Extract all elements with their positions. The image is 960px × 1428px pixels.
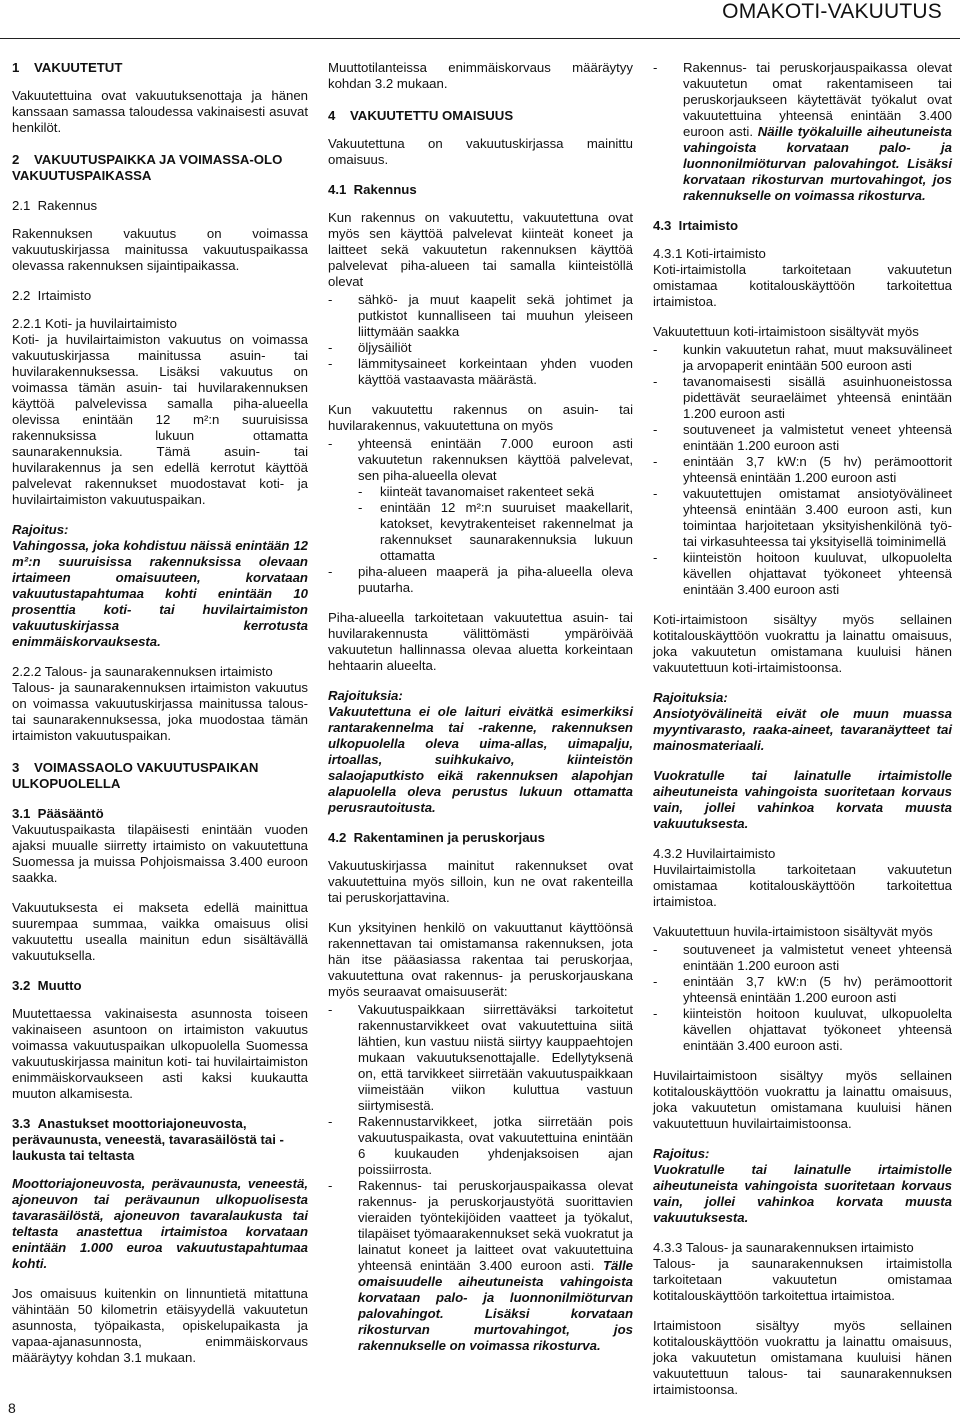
list-item-text: Rakennus- tai peruskorjauspaikassa olevat rakennus- ja peruskorjaustyötä suorittavien vieraiden työntekijöiden vaatteet ja työkalut, tilapäiset työmaarakennukset sekä vuokratut ja lainatut koneet ja laitteet ovat vakuutettuina yhteensä enintään 3.400 euroon asti.: [358, 1178, 633, 1273]
list-item-text: Vakuutuspaikkaan siirrettäväksi tarkoitetut rakennustarvikkeet ovat vakuutettuina siitä lähtien, kun vastuu niistä siirtyy kauppaehtojen mukaan vakuutuksenottajalle. Edellytyksenä on, että tarvikkeet siirretään vakuutuspaikkaan viimeistään viikon kuluttua vastuun siirtymisestä.: [358, 1002, 633, 1113]
header-divider: [0, 38, 960, 39]
list-item: [653, 974, 952, 1006]
list-item: [653, 550, 952, 598]
subsection-heading: 2.2 Irtaimisto: [12, 288, 92, 303]
subsection-heading: 3.2 Muutto: [12, 978, 82, 993]
bullet-list: [653, 60, 952, 204]
paragraph: Vakuutuspaikasta tilapäisesti enintään vuoden ajaksi muualle siirretty irtaimisto on vakuutettuna Suomessa ja muissa Pohjoismaissa 3.400 euroon saakka.: [12, 822, 308, 885]
list-item-text: soutuveneet ja valmistetut veneet yhteensä enintään 1.200 euroon asti: [683, 422, 952, 453]
column-right: [653, 60, 952, 1398]
paragraph: Muutettaessa vakinaisesta asunnosta toiseen vakinaiseen asuntoon on irtaimiston vakuutus voimassa vakuutuspaikan ulkopuolella Suomessa vakuutuskirjassa mainitun koti- tai huvilairtaimiston enimmäiskorvaukseen asti kaksi kuukautta muuton alkamisesta.: [12, 1006, 308, 1101]
paragraph: Vakuutuksesta ei makseta edellä mainittua suurempaa summaa, vaikka omaisuus olisi vakuutettu usealla mainitun edun sisältävällä vakuutuksella.: [12, 900, 308, 963]
bullet-list: [328, 292, 633, 388]
list-item-text: kiinteistön hoitoon kuuluvat, ulkopuolelta kävellen ohjattavat työkoneet yhteensä enintään 3.400 euroon asti.: [683, 1006, 952, 1053]
paragraph: Koti-irtaimistoon sisältyy myös sellainen kotitalouskäyttöön vuokrattu ja lainattu omaisuus, joka vakuutetun omistamana kuuluisi hänen vakuutettuun koti-irtaimistoonsa.: [653, 612, 952, 675]
document-title: OMAKOTI-VAKUUTUS: [722, 0, 942, 23]
emphasis-paragraph: Rajoituksia:: [653, 690, 728, 705]
subsection-heading: 4.2 Rakentaminen ja peruskorjaus: [328, 830, 545, 845]
list-item-text: Rakennustarvikkeet, jotka siirretään pois vakuutuspaikasta, ovat vakuutettuina enintään 6 kuukauden yhdenjaksoisen ajan poissiirrosta.: [358, 1114, 633, 1177]
list-item-text: piha-alueen maaperä ja piha-alueella oleva puutarha.: [358, 564, 633, 595]
list-item-text: enintään 3,7 kW:n (5 hv) perämoottorit yhteensä enintään 1.200 euroon asti: [683, 454, 952, 485]
paragraph: Jos omaisuus kuitenkin on linnuntietä mitattuna vähintään 50 kilometrin etäisyydellä vakuutetun asunnosta, työpaikasta, opiskelupaikasta ja vapaa-ajanasunnosta, enimmäiskorvaus määräytyy kohdan 3.1 mukaan.: [12, 1286, 308, 1365]
paragraph: Vakuutettuun huvila-irtaimistoon sisältyvät myös: [653, 924, 933, 939]
paragraph: Koti-irtaimistolla tarkoitetaan vakuutetun omistamaa kotitalouskäyttöön tarkoitettua irtaimistoa.: [653, 262, 952, 309]
bullet-list: [653, 342, 952, 598]
list-item: [328, 1002, 633, 1114]
list-item-text: öljysäiliöt: [358, 340, 412, 355]
paragraph: Rakennuksen vakuutus on voimassa vakuutuskirjassa mainitussa vakuutuspaikassa olevassa rakennuksen sijaintipaikassa.: [12, 226, 308, 273]
subsection-heading: 3.1 Pääsääntö: [12, 806, 104, 821]
emphasis-paragraph: Vuokratulle tai lainatulle irtaimistolle aiheutuneista vahingoista suoritetaan korvaus vain, jollei vahinkoa korvata muusta vakuutuksesta.: [653, 768, 952, 831]
paragraph: Irtaimistoon sisältyy myös sellainen kotitalouskäyttöön vuokrattu ja lainattu omaisuus, joka vakuutetun omistamana kuuluisi hänen vakuutettuun talous- tai saunarakennuksen irtaimistoonsa.: [653, 1318, 952, 1397]
page-number: 8: [8, 1400, 16, 1416]
emphasis-paragraph: Rajoitus:: [653, 1146, 710, 1161]
paragraph: 2.2.1 Koti- ja huvilairtaimisto: [12, 316, 177, 331]
list-item: [653, 342, 952, 374]
column-middle: [328, 60, 633, 1354]
sub-list-item: - kiinteät tavanomaiset rakenteet sekä: [358, 484, 633, 500]
list-item-text: tavanomaisesti sisällä asuinhuoneistossa pidettävät seuraeläimet yhteensä enintään 1.200 euroon asti: [683, 374, 952, 421]
emphasis-paragraph: Moottoriajoneuvosta, perävaunusta, veneestä, ajoneuvon tai perävaunun ulkopuolisesta tavarasäilöstä, ajoneuvon tavaralaukusta tai teltasta anastettua irtaimistoa korvataan enintään 1.000 euroa vakuutustapahtumaa kohti.: [12, 1176, 308, 1271]
list-item: [328, 356, 633, 388]
list-item: [653, 1006, 952, 1054]
list-item-text: kiinteistön hoitoon kuuluvat, ulkopuolelta kävellen ohjattavat työkoneet yhteensä enintään 3.400 euroon asti: [683, 550, 952, 597]
paragraph: Huvilairtaimistoon sisältyy myös sellainen kotitalouskäyttöön vuokrattu ja lainattu omaisuus, joka vakuutetun omistamana kuuluisi hänen vakuutettuun huvilairtaimistoonsa.: [653, 1068, 952, 1131]
section-heading: 3 VOIMASSAOLO VAKUUTUSPAIKAN ULKOPUOLELLA: [12, 760, 259, 791]
list-item-text: sähkö- ja muut kaapelit sekä johtimet ja putkistot kunnalliseen tai muuhun yleiseen liittymään saakka: [358, 292, 633, 339]
emphasis-paragraph: Ansiotyövälineitä eivät ole muun muassa myyntivarasto, raaka-aineet, tavaranäytteet tai mainosmateriaali.: [653, 706, 952, 753]
list-item: [653, 486, 952, 550]
paragraph: Kun rakennus on vakuutettu, vakuutettuna ovat myös sen käyttöä palvelevat kiinteät koneet ja laitteet sekä vakuutetun rakennuksen käyttöä palvelevat piha-alueen tai samalla kiinteistöllä olevat: [328, 210, 633, 289]
paragraph: Piha-alueella tarkoitetaan vakuutettua asuin- tai huvilarakennusta välittömästi ympäröivää vakuutetun hallinnassa olevaa aluetta korkeintaan hehtaarin alueelta.: [328, 610, 633, 673]
emphasis-paragraph: Vakuutettuna ei ole laituri eivätkä esimerkiksi rantarakennelma tai -rakenne, rakennuksen ulkopuolella oleva uima-allas, uimapalju, irtoallas, suihkukaivo, kiinteistön salaojaputkisto eikä rakennuksen alapohjan alapuolella oleva perustus lukuun ottamatta perusrautoitusta.: [328, 704, 633, 815]
list-item-text: kunkin vakuutetun rahat, muut maksuvälineet ja arvopaperit enintään 500 euroon asti: [683, 342, 952, 373]
list-item-text: yhteensä enintään 7.000 euroon asti vakuutetun rakennuksen käyttöä palvelevat, sen piha-alueella olevat: [358, 436, 633, 483]
subsection-heading: 3.3 Anastukset moottoriajoneuvosta, perävaunusta, veneestä, tavarasäilöstä tai -laukusta tai teltasta: [12, 1116, 284, 1163]
emphasis-paragraph: Vuokratulle tai lainatulle irtaimistolle aiheutuneista vahingoista suoritetaan korvaus vain, jollei vahinkoa korvata muusta vakuutuksesta.: [653, 1162, 952, 1225]
paragraph: Muuttotilanteissa enimmäiskorvaus määräytyy kohdan 3.2 mukaan.: [328, 60, 633, 91]
paragraph: Koti- ja huvilairtaimiston vakuutus on voimassa vakuutuskirjassa mainitussa asuin- tai huvilarakennuksessa. Lisäksi vakuutus on voimassa tämän asuin- tai huvilarakennuksen käyttöä palvelevissa samalla piha-alueella olevissa enintään 12 m²:n suuruisissa rakennuksissa lukuun ottamatta saunarakennuksia. Tämä asuin- tai huvilarakennus ja sen edellä kerrotut käyttöä palvelevat rakennukset muodostavat koti- ja huvilairtaimiston vakuutuspaikan.: [12, 332, 308, 507]
list-item-text: enintään 3,7 kW:n (5 hv) perämoottorit yhteensä enintään 1.200 euroon asti: [683, 974, 952, 1005]
section-heading: 1 VAKUUTETUT: [12, 60, 123, 75]
emphasis-paragraph: Rajoituksia:: [328, 688, 403, 703]
paragraph: Talous- ja saunarakennuksen irtaimistolla tarkoitetaan vakuutetun omistamaa kotitalouskäyttöön tarkoitettua irtaimistoa.: [653, 1256, 952, 1303]
list-item: [328, 436, 633, 564]
list-item-emphasis: Tälle omaisuudelle aiheutuneista vahingoista korvataan palo- ja luonnonilmiöturvan palovahingot. Lisäksi korvataan rikosturvan murtovahingot, jos rakennukselle on voimassa rikosturva.: [358, 1258, 633, 1353]
list-item-text: lämmitysaineet korkeintaan yhden vuoden käyttöä vastaavasta määrästä.: [358, 356, 633, 387]
list-item-text: Rakennus- tai peruskorjauspaikassa olevat vakuutetun omat rakentamiseen tai peruskorjaukseen käytettävät työkalut ovat vakuutettuina yhteensä enintään 3.400 euroon asti.: [683, 60, 952, 139]
list-item: [653, 942, 952, 974]
paragraph: Kun vakuutettu rakennus on asuin- tai huvilarakennus, vakuutettuna on myös: [328, 402, 633, 433]
paragraph: Vakuutuskirjassa mainitut rakennukset ovat vakuutettuina myös silloin, kun ne ovat rakenteilla tai peruskorjattavina.: [328, 858, 633, 905]
subsection-heading: 2.1 Rakennus: [12, 198, 98, 213]
list-item: [653, 422, 952, 454]
paragraph: Vakuutettuina ovat vakuutuksenottaja ja hänen kanssaan samassa taloudessa vakinaisesti asuvat henkilöt.: [12, 88, 308, 135]
paragraph: Talous- ja saunarakennuksen irtaimiston vakuutus on voimassa vakuutuskirjassa mainitussa talous- tai saunarakennuksessa, joka muodostaa tämän irtaimiston vakuutuspaikan.: [12, 680, 308, 743]
bullet-list: [328, 1002, 633, 1354]
paragraph: 2.2.2 Talous- ja saunarakennuksen irtaimisto: [12, 664, 273, 679]
paragraph: Huvilairtaimistolla tarkoitetaan vakuutetun omistamaa kotitalouskäyttöön tarkoitettua irtaimistoa.: [653, 862, 952, 909]
emphasis-paragraph: Rajoitus:: [12, 522, 69, 537]
paragraph: Vakuutettuun koti-irtaimistoon sisältyvät myös: [653, 324, 919, 339]
paragraph: 4.3.2 Huvilairtaimisto: [653, 846, 776, 861]
subsection-heading: 4.3 Irtaimisto: [653, 218, 739, 233]
sub-list-item: - enintään 12 m²:n suuruiset maakellarit, katokset, kevytrakenteiset rakennelmat ja rakennukset saunarakennuksia lukuun ottamatta: [358, 500, 633, 564]
list-item: [328, 564, 633, 596]
list-item: [328, 292, 633, 340]
list-item: [328, 340, 633, 356]
paragraph: Kun yksityinen henkilö on vakuuttanut käyttöönsä rakennettavan tai omistamansa rakennuksen, jota hän itse pääasiassa rakentaa tai peruskorjaa, vakuutettuna ovat rakennus- ja peruskorjauskana myös seuraavat omaisuuserät:: [328, 920, 633, 999]
list-item: [653, 454, 952, 486]
bullet-list: [653, 942, 952, 1054]
emphasis-paragraph: Vahingossa, joka kohdistuu näissä enintään 12 m²:n suuruisissa rakennuksissa olevaan irtaimeen omaisuuteen, korvataan vakuutustapahtumaa kohti enintään 10 prosenttia koti- tai huvilairtaimiston vakuutuskirjassa kerrotusta enimmäiskorvauksesta.: [12, 538, 308, 649]
list-item: [653, 60, 952, 204]
paragraph: 4.3.1 Koti-irtaimisto: [653, 246, 766, 261]
column-left: [12, 60, 308, 1366]
subsection-heading: 4.1 Rakennus: [328, 182, 417, 197]
paragraph: Vakuutettuna on vakuutuskirjassa mainittu omaisuus.: [328, 136, 633, 167]
list-item-text: soutuveneet ja valmistetut veneet yhteensä enintään 1.200 euroon asti: [683, 942, 952, 973]
list-item: [328, 1178, 633, 1354]
section-heading: 4 VAKUUTETTU OMAISUUS: [328, 108, 514, 123]
list-item: [328, 1114, 633, 1178]
bullet-list: [328, 436, 633, 596]
paragraph: 4.3.3 Talous- ja saunarakennuksen irtaimisto: [653, 1240, 914, 1255]
list-item-text: vakuutettujen omistamat ansiotyövälineet yhteensä enintään 3.400 euroon asti, kun toimintaa harjoitetaan yksityishenkilönä työ- tai virkasuhteessa tai yksityisellä toiminimellä: [683, 486, 952, 549]
list-item: [653, 374, 952, 422]
section-heading: 2 VAKUUTUSPAIKKA JA VOIMASSA-OLO VAKUUTUSPAIKASSA: [12, 152, 283, 183]
sub-list: [358, 484, 633, 564]
list-item-emphasis: Näille työkaluille aiheutuneista vahingoista korvataan palo- ja luonnonilmiöturvan palovahingot. Lisäksi korvataan rikosturvan murtovahingot, jos rakennukselle on voimassa rikosturva.: [683, 124, 952, 203]
